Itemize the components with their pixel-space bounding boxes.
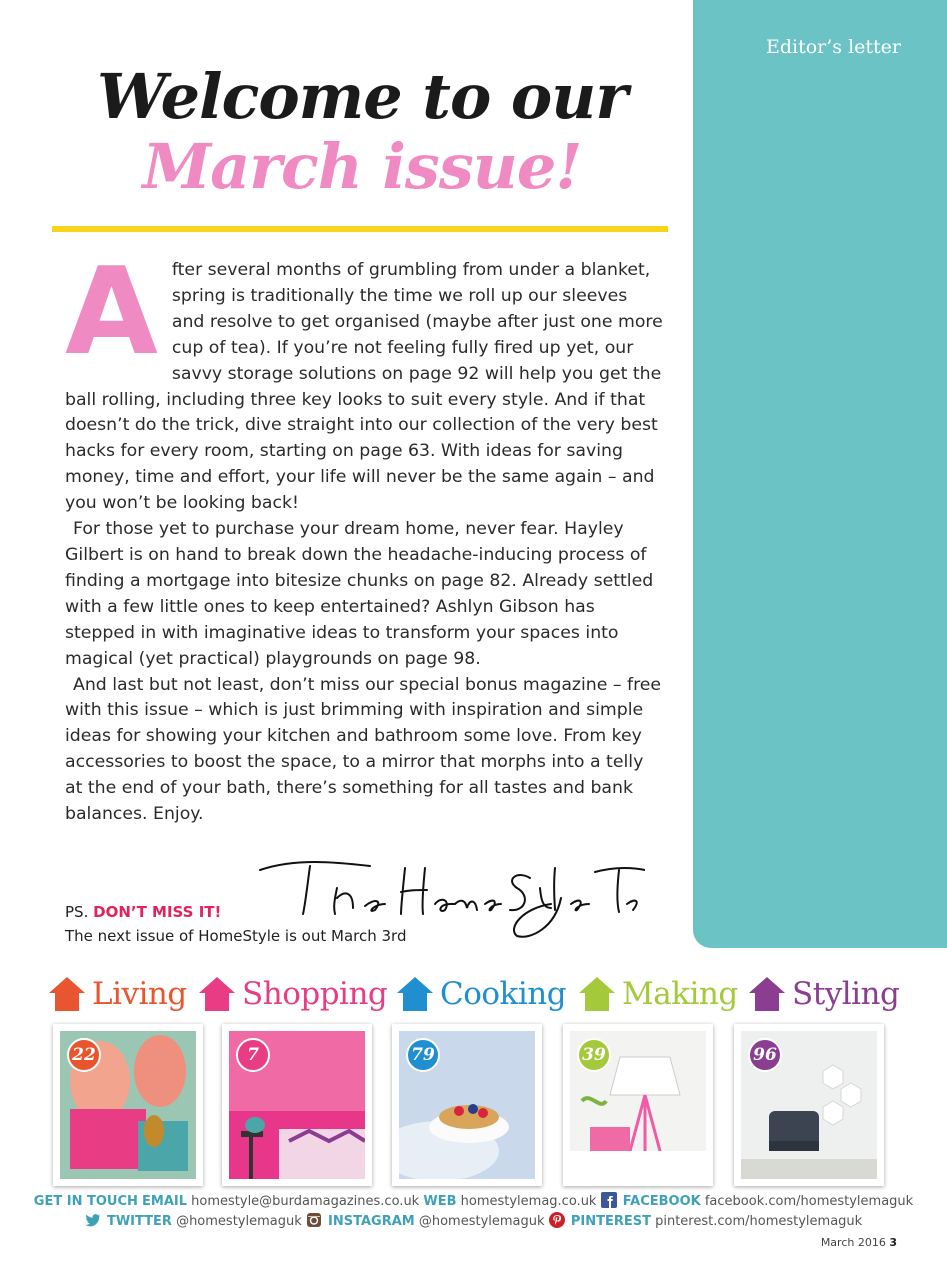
ps-highlight: DON’T MISS IT! [93, 903, 222, 921]
section-label: Editor’s letter [765, 36, 901, 58]
twitter-link[interactable]: @homestylemaguk [176, 1214, 302, 1229]
thumbnail-making[interactable] [563, 1024, 713, 1186]
issue-date: March 2016 [820, 1236, 886, 1249]
paragraph-3: And last but not least, don’t miss our special bonus magazine – free with this issue – which is just brimming with inspiration and simple ideas for showing your kitchen and bathroom some love. From key accessories to boost the space, to a mirror that morphs into a telly at the end of your bath, there’s something for all tastes and bank balances. Enjoy. [65, 674, 662, 825]
pinterest-label: PINTEREST [570, 1214, 651, 1229]
headline-line-1: Welcome to our [97, 60, 627, 133]
category-label: Shopping [242, 976, 388, 1012]
web-link[interactable]: homestylemag.co.uk [460, 1194, 597, 1209]
web-label: WEB [423, 1194, 457, 1209]
ps-note [65, 900, 406, 948]
thumbnail-living[interactable] [53, 1024, 203, 1186]
yellow-divider [52, 226, 668, 232]
thumbnail-styling[interactable] [734, 1024, 884, 1186]
ps-prefix: PS. [65, 903, 89, 921]
house-icon [198, 975, 236, 1013]
signature-text: The HomeStyle Team [255, 848, 266, 849]
category-styling[interactable] [748, 970, 899, 1018]
house-icon [396, 975, 434, 1013]
page-badge: 22 [67, 1038, 101, 1072]
page-folio [821, 1236, 897, 1249]
pinterest-icon [549, 1212, 565, 1228]
category-living[interactable] [48, 970, 187, 1018]
twitter-label: TWITTER [106, 1214, 172, 1229]
twitter-icon [85, 1212, 101, 1228]
paragraph-1: fter several months of grumbling from under a blanket, spring is traditionally the time we roll up our sleeves and resolve to get organised (maybe after just one more cup of tea). If you’re not feeling fully fired up yet, our savvy storage solutions on page 92 will help you get the ball rolling, including three key looks to suit every style. And if that doesn’t do the trick, dive straight into our collection of the very best hacks for every room, starting on page 63. With ideas for saving money, time and effort, your life will never be the same again – and you won’t be looking back! [65, 260, 663, 514]
facebook-label: FACEBOOK [622, 1194, 701, 1209]
ps-line-2: The next issue of HomeStyle is out March 3rd [65, 927, 407, 945]
house-icon [48, 975, 86, 1013]
email-label: EMAIL [142, 1194, 188, 1209]
headline [52, 62, 672, 202]
editorial-body [65, 243, 665, 828]
instagram-link[interactable]: @homestylemaguk [418, 1214, 545, 1229]
sidebar-panel [693, 0, 947, 948]
drop-cap: A [65, 243, 158, 382]
instagram-icon [306, 1212, 322, 1228]
category-label: Making [622, 976, 738, 1012]
category-cooking[interactable] [396, 970, 566, 1018]
house-icon [578, 975, 616, 1013]
house-icon [748, 975, 786, 1013]
instagram-label: INSTAGRAM [328, 1214, 415, 1229]
paragraph-2: For those yet to purchase your dream home, never fear. Hayley Gilbert is on hand to break down the headache-inducing process of finding a mortgage into bitesize chunks on page 82. Already settled with a few little ones to keep entertained? Ashlyn Gibson has stepped in with imaginative ideas to transform your spaces into magical (yet practical) playgrounds on page 98. [65, 519, 654, 669]
headline-line-2: March issue! [142, 130, 582, 203]
email-link[interactable]: homestyle@burdamagazines.co.uk [191, 1194, 420, 1209]
category-bar [48, 970, 908, 1018]
facebook-link[interactable]: facebook.com/homestylemaguk [704, 1194, 914, 1209]
category-label: Cooking [440, 976, 567, 1012]
page-badge: 7 [236, 1038, 270, 1072]
get-in-touch-label: GET IN TOUCH [33, 1194, 138, 1209]
page-badge: 79 [406, 1038, 440, 1072]
pinterest-link[interactable]: pinterest.com/homestylemaguk [655, 1214, 863, 1229]
category-making[interactable] [578, 970, 738, 1018]
page-badge: 39 [577, 1038, 611, 1072]
facebook-icon [601, 1192, 617, 1208]
category-label: Living [92, 976, 187, 1012]
page-number: 3 [889, 1236, 897, 1249]
category-label: Styling [792, 976, 900, 1012]
thumbnail-cooking[interactable] [392, 1024, 542, 1186]
category-shopping[interactable] [198, 970, 387, 1018]
page-badge: 96 [748, 1038, 782, 1072]
footer-contacts [0, 1192, 947, 1232]
thumbnail-shopping[interactable] [222, 1024, 372, 1186]
